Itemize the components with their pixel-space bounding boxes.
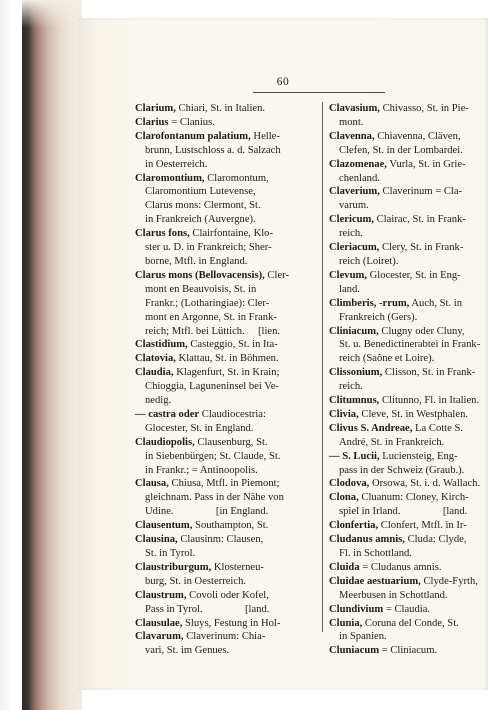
entry-definition: Cluda: Clyde, Fl. in Schottland.	[339, 534, 467, 559]
dictionary-entry	[135, 589, 323, 617]
dictionary-entry	[135, 519, 323, 533]
entry-headword: Clastidium,	[135, 339, 188, 351]
dictionary-entry	[329, 617, 504, 645]
dictionary-entry	[329, 575, 504, 603]
dictionary-entry	[135, 172, 323, 228]
dictionary-entry	[135, 352, 323, 366]
entry-definition: Clausenburg, St. in Siebenbürgen; St. Claude, St. in Frankr.; = Antinoopolis.	[145, 436, 281, 476]
dictionary-entry	[329, 491, 504, 519]
entry-headword: Cliniacum,	[329, 325, 379, 337]
entry-definition: Glocester, St. in Eng- land.	[339, 269, 461, 295]
entry-definition: Southampton, St.	[192, 520, 269, 532]
entry-headword: Clodova,	[329, 478, 370, 490]
column-divider	[322, 102, 323, 632]
entry-definition: Clery, St. in Frank- reich (Loiret).	[339, 242, 464, 267]
dictionary-entry	[135, 617, 323, 631]
entry-headword: Clavenna,	[329, 130, 375, 142]
entry-headword: Clona,	[329, 492, 359, 504]
dictionary-entry	[135, 102, 323, 116]
entry-definition: Klattau, St. in Böhmen.	[175, 353, 279, 365]
dictionary-entry	[329, 158, 504, 186]
entry-definition: Chiavenna, Cläven, Clefen, St. in der Lombardei.	[339, 130, 463, 156]
entry-headword: Claustrum,	[135, 589, 187, 601]
entry-headword: Claudiopolis,	[135, 436, 195, 448]
entry-headword: Cluidae aestuarium,	[329, 575, 421, 587]
dictionary-entry	[329, 533, 504, 561]
dictionary-entry	[329, 644, 504, 658]
entry-headword: Clausentum,	[135, 520, 193, 532]
entry-headword: Clivia,	[329, 408, 359, 420]
dictionary-entry	[329, 102, 504, 130]
dictionary-entry	[329, 325, 504, 367]
dictionary-entry	[329, 297, 504, 325]
entry-definition: Casteggio, St. in Ita-	[187, 339, 278, 351]
entry-headword: Clarius	[135, 116, 169, 128]
entry-definition: = Cludanus amnis.	[359, 561, 442, 573]
dictionary-entry	[329, 394, 504, 408]
dictionary-entry	[329, 450, 504, 478]
entry-headword: Claromontium,	[135, 172, 205, 184]
entry-definition: Klagenfurt, St. in Krain; Chioggia, Laguneninsel bei Ve- nedig.	[145, 367, 280, 407]
entry-definition: = Claudia.	[383, 603, 431, 615]
entry-headword: Clarus fons,	[135, 228, 190, 240]
entry-definition: Clisson, St. in Frank- reich.	[339, 367, 476, 393]
entry-definition: Clyde-Fyrth, Meerbusen in Schottland.	[339, 575, 478, 601]
header-rule	[253, 92, 385, 93]
entry-definition: Clairfontaine, Klo- ster u. D. in Frankreich; Sher- borne, Mtfl. in England.	[145, 228, 274, 267]
entry-definition: Clugny oder Cluny, St. u. Benedictinerabtei in Frank- reich (Saône et Loire).	[339, 325, 481, 365]
entry-headword: Clarium,	[135, 103, 176, 114]
book-page	[78, 18, 488, 690]
right-column	[329, 102, 504, 657]
dictionary-entry	[135, 227, 323, 269]
dictionary-entry	[329, 561, 504, 575]
entry-definition: Vurla, St. in Grie- chenland.	[339, 158, 466, 184]
entry-headword: Clericum,	[329, 214, 375, 226]
entry-headword: Claudia,	[135, 367, 174, 379]
entry-headword: Clonfertia,	[329, 520, 379, 532]
dictionary-entry	[329, 477, 504, 491]
entry-headword: Climberis, -rrum,	[329, 297, 410, 309]
dictionary-entry	[329, 408, 504, 422]
entry-headword: Claustriburgum,	[135, 561, 212, 573]
entry-definition: Chiusa, Mtfl. in Piemont; gleichnam. Pass in der Nähe von Udine. [in England.	[145, 478, 284, 518]
entry-definition: Auch, St. in Frankreich (Gers).	[339, 297, 463, 323]
dictionary-entry	[135, 269, 323, 339]
entry-headword: Clausa,	[135, 478, 169, 490]
entry-headword: — castra oder	[135, 408, 200, 420]
entry-headword: Clitumnus,	[329, 395, 380, 407]
entry-definition: Helle- brunn, Lustschloss a. d. Salzach in Oesterreich.	[145, 130, 281, 170]
entry-definition: Chiari, St. in Italien.	[175, 103, 266, 114]
entry-definition: Claromontum, Claromontium Lutevense, Clarus mons: Clermont, St. in Frankreich (Auvergne).	[145, 172, 269, 226]
entry-headword: Clatovia,	[135, 353, 176, 365]
entry-definition: Luciensteig, Eng- pass in der Schweiz (Graub.).	[339, 450, 465, 476]
entry-headword: Cleriacum,	[329, 242, 380, 254]
entry-definition: Orsowa, St. i. d. Wallach.	[369, 478, 481, 490]
dictionary-entry	[329, 422, 504, 450]
dictionary-entry	[329, 213, 504, 241]
entry-definition: Chivasso, St. in Pie- mont.	[339, 103, 469, 128]
entry-headword: — S. Lucii,	[329, 450, 380, 462]
dictionary-entry	[135, 130, 323, 172]
entry-headword: Clausulae,	[135, 617, 183, 629]
dictionary-entry	[135, 533, 323, 561]
page-number: 60	[276, 76, 290, 88]
dictionary-entry	[135, 561, 323, 589]
entry-headword: Clavasium,	[329, 103, 380, 114]
entry-definition: = Cliniacum.	[379, 645, 438, 657]
dictionary-entry	[329, 185, 504, 213]
book-binding	[22, 0, 82, 710]
entry-headword: Clevum,	[329, 269, 367, 281]
entry-definition: Claudiocestria: Glocester, St. in England.	[145, 408, 266, 434]
dictionary-entry	[135, 338, 323, 352]
entry-headword: Clivus S. Andreae,	[329, 422, 413, 434]
entry-headword: Clundivium	[329, 603, 384, 615]
entry-headword: Clunia,	[329, 617, 363, 629]
entry-definition: Sluys, Festung in Hol-	[182, 617, 281, 629]
entry-definition: Claverinum: Chia- vari, St. im Genues.	[145, 631, 266, 657]
dictionary-entry	[135, 436, 323, 478]
entry-headword: Clissonium,	[329, 367, 383, 379]
entry-definition: Clausinm: Clausen, St. in Tyrol.	[145, 534, 264, 559]
entry-definition: Cluanum: Cloney, Kirch- spiel in Irland. [land.	[339, 492, 469, 518]
dictionary-entry	[329, 269, 504, 297]
dictionary-entry	[329, 603, 504, 617]
entry-definition: Cleve, St. in Westphalen.	[358, 408, 469, 420]
entry-definition: Clairac, St. in Frank- reich.	[339, 214, 466, 240]
binding-shading	[22, 0, 82, 28]
entry-headword: Clarofontanum palatium,	[135, 130, 251, 142]
entry-definition: Cler- mont en Beauvoisis, St. in Frankr.; (Lotharingiae): Cler- mont en Argonne, St. in Frank- reich; Mtfl. bei Lüttich. [lien.	[145, 269, 289, 337]
dictionary-entry	[135, 630, 323, 658]
dictionary-entry	[135, 477, 323, 519]
entry-headword: Cludanus amnis,	[329, 534, 405, 546]
dictionary-entry	[135, 408, 323, 436]
entry-definition: Klosterneu- burg, St. in Oesterreich.	[145, 561, 264, 587]
left-column	[135, 102, 323, 657]
entry-definition: = Clanius.	[168, 116, 215, 128]
dictionary-entry	[329, 366, 504, 394]
entry-headword: Clarus mons (Bellovacensis),	[135, 269, 265, 281]
entry-definition: Clitunno, Fl. in Italien.	[379, 395, 480, 407]
entry-headword: Cluniacum	[329, 645, 380, 657]
entry-headword: Clausina,	[135, 534, 178, 546]
dictionary-entry	[135, 116, 323, 130]
dictionary-entry	[329, 519, 504, 533]
entry-headword: Claverium,	[329, 186, 380, 198]
dictionary-entry	[329, 130, 504, 158]
entry-headword: Clazomenae,	[329, 158, 387, 170]
entry-headword: Clavarum,	[135, 631, 184, 643]
dictionary-entry	[329, 241, 504, 269]
entry-definition: Claverinum = Cla- varum.	[339, 186, 463, 212]
entry-definition: Clonfert, Mtfl. in Ir-	[378, 520, 467, 532]
entry-definition: Covoli oder Kofel, Pass in Tyrol. [land.	[145, 589, 270, 615]
entry-headword: Cluida	[329, 561, 360, 573]
entry-definition: Coruna del Conde, St. in Spanien.	[339, 617, 459, 643]
dictionary-entry	[135, 366, 323, 408]
entry-definition: La Cotte S. André, St. in Frankreich.	[339, 422, 464, 448]
